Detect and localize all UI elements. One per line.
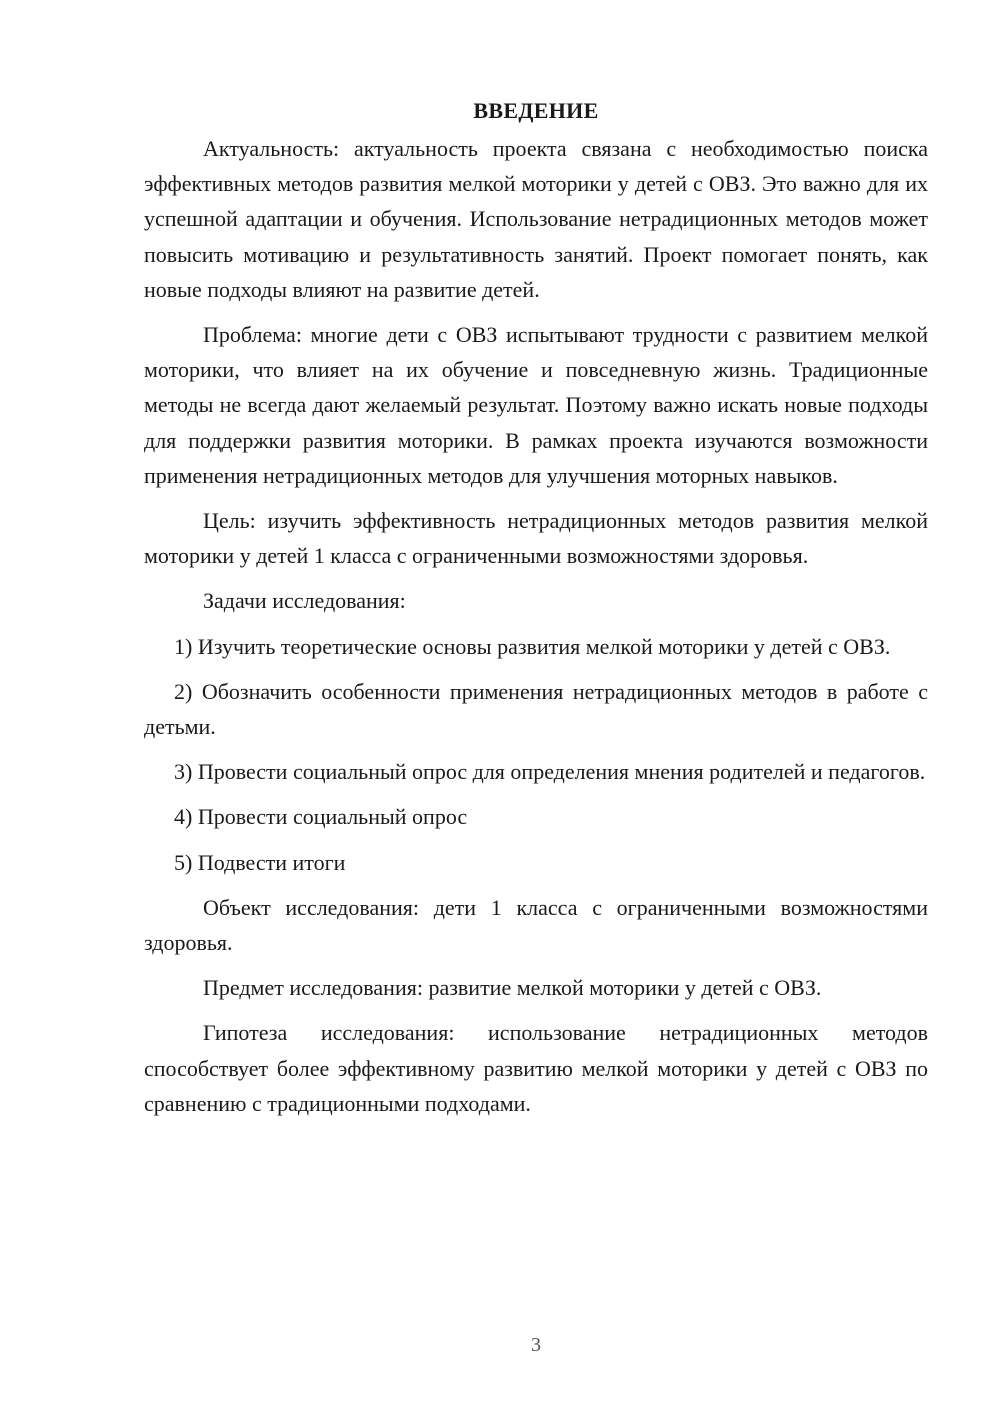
page-content (144, 93, 928, 1121)
paragraph-object: Объект исследования: дети 1 класса с ограниченными возможностями здоровья. (144, 894, 928, 956)
paragraph-goal: Цель: изучить эффективность нетрадиционных методов развития мелкой моторики у детей 1 класса с ограниченными возможностями здоровья. (144, 508, 928, 569)
paragraph-problem: Проблема: многие дети с ОВЗ испытывают трудности с развитием мелкой моторики, что влияет на их обучение и повседневную жизнь. Традиционные методы не всегда дают желаемый результат. Поэтому важно искать новые подходы для поддержки развития моторики. В рамках проекта изучаются возможности применения нетрадиционных методов для улучшения моторных навыков. (144, 322, 928, 488)
paragraph-relevance: Актуальность: актуальность проекта связана с необходимостью поиска эффективных методов развития мелкой моторики у детей с ОВЗ. Это важно для их успешной адаптации и обучения. Использование нетрадиционных методов может повысить мотивацию и результативность занятий. Проект помогает понять, как новые подходы влияют на развитие детей. (144, 136, 928, 302)
paragraph-subject: Предмет исследования: развитие мелкой моторики у детей с ОВЗ. (203, 975, 822, 1001)
paragraph-hypothesis: Гипотеза исследования: использование нетрадиционных методов способствует более эффективному развитию мелкой моторики у детей с ОВЗ по сравнению с традиционными подходами. (144, 1020, 928, 1116)
task-item-5: 5) Подвести итоги (174, 849, 346, 875)
task-item-3: 3) Провести социальный опрос для определения мнения родителей и педагогов. (174, 759, 926, 785)
section-title: ВВЕДЕНИЕ (473, 98, 599, 123)
page-number: 3 (531, 1334, 541, 1356)
task-item-1: 1) Изучить теоретические основы развития мелкой моторики у детей с ОВЗ. (174, 633, 891, 659)
task-item-2: 2) Обозначить особенности применения нетрадиционных методов в работе с детьми. (144, 678, 928, 740)
task-item-4: 4) Провести социальный опрос (174, 804, 468, 830)
paragraph-tasks-heading: Задачи исследования: (203, 588, 406, 614)
